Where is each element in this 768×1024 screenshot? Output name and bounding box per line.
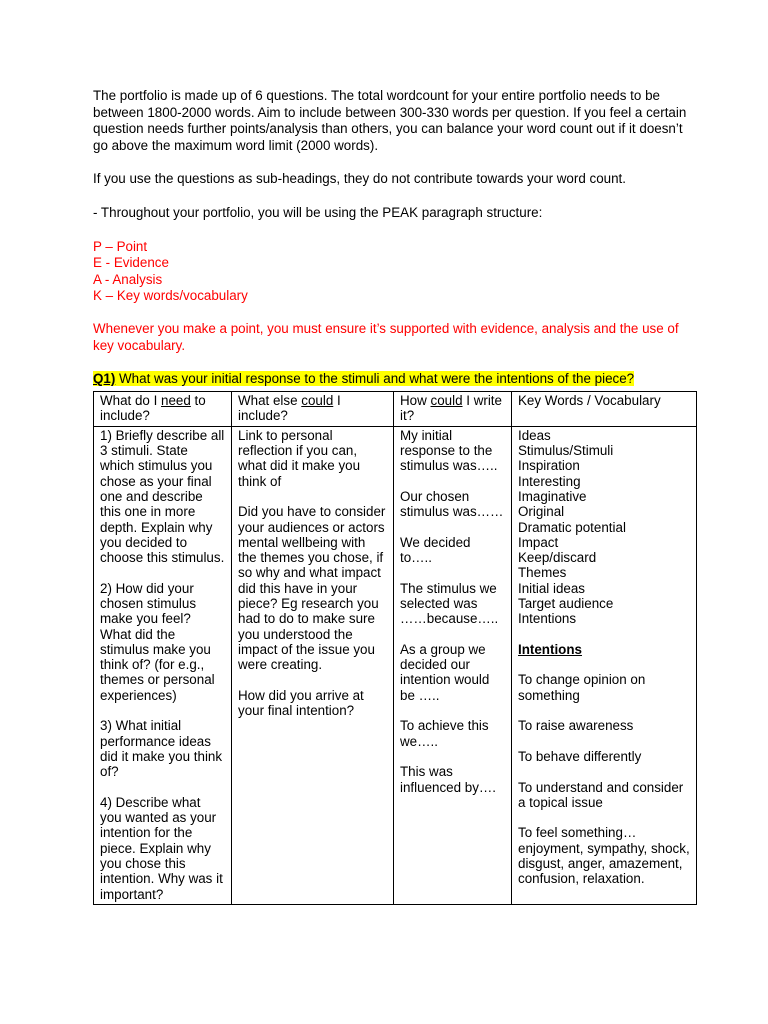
- sentence-starter: This was influenced by….: [400, 764, 497, 795]
- intention-item: To feel something… enjoyment, sympathy, shock, disgust, anger, amazement, confusion, relaxation.: [518, 825, 690, 887]
- need-to-include-cell: [94, 426, 232, 904]
- header-could-include: What else could I include?: [232, 392, 394, 427]
- sentence-starter: Our chosen stimulus was……: [400, 488, 504, 520]
- question-text: What was your initial response to the stimuli and what were the intentions of the piece?: [115, 371, 635, 387]
- sentence-starter: The stimulus we selected was ……because…..: [400, 580, 499, 627]
- intention-item: To understand and consider a topical issue: [518, 779, 684, 810]
- question-heading: [93, 371, 697, 387]
- table-row: [94, 426, 697, 904]
- peak-item-evidence: E - Evidence: [93, 255, 169, 271]
- document-page: [93, 88, 697, 905]
- sentence-starter: To achieve this we…..: [400, 718, 489, 749]
- could-item: Did you have to consider your audiences or actors mental wellbeing with the themes you chose, if so why and what impact did this have in your piece? Eg research you had to do to make sure you understood the impact of the issue you were creating.: [238, 504, 386, 673]
- key-word: Impact: [518, 534, 559, 550]
- key-word: Stimulus/Stimuli: [518, 443, 614, 459]
- question-number: Q1): [93, 371, 116, 387]
- could-item: Link to personal reflection if you can, what did it make you think of: [238, 427, 361, 489]
- header-how-write: How could I write it?: [394, 392, 512, 427]
- sentence-starter: My initial response to the stimulus was…..: [400, 427, 498, 474]
- intention-item: To raise awareness: [518, 718, 634, 734]
- key-word: Original: [518, 504, 565, 520]
- key-word: Target audience: [518, 595, 614, 611]
- intentions-heading: Intentions: [518, 641, 582, 657]
- table-header-row: [94, 392, 697, 427]
- header-need-to-include: What do I need to include?: [94, 392, 232, 427]
- key-word: Dramatic potential: [518, 519, 626, 535]
- need-item: 2) How did your chosen stimulus make you feel? What did the stimulus make you think of? (for e.g., themes or personal experiences): [100, 580, 215, 703]
- evidence-warning: Whenever you make a point, you must ensure it’s supported with evidence, analysis and the use of key vocabulary.: [93, 320, 679, 353]
- peak-list: [93, 239, 697, 305]
- key-word: Themes: [518, 565, 567, 581]
- intro-paragraph-wordcount: The portfolio is made up of 6 questions. The total wordcount for your entire portfolio needs to be between 1800-2000 words. Aim to include between 300-330 words per question. If you feel a certain question needs further points/analysis than others, you can balance your word count out if it doesn’t go above the maximum word limit (2000 words).: [93, 88, 687, 153]
- intro-paragraph-subheadings: If you use the questions as sub-headings, they do not contribute towards your word count.: [93, 171, 626, 187]
- key-word: Keep/discard: [518, 550, 597, 566]
- peak-item-analysis: A - Analysis: [93, 271, 163, 287]
- key-word: Interesting: [518, 473, 581, 489]
- how-write-cell: [394, 426, 512, 904]
- intention-item: To behave differently: [518, 748, 642, 764]
- could-item: How did you arrive at your final intention?: [238, 687, 364, 719]
- need-item: 4) Describe what you wanted as your intention for the piece. Explain why you chose this intention. Why was it important?: [100, 794, 223, 902]
- sentence-starter: As a group we decided our intention would be …..: [400, 641, 490, 703]
- header-key-words: Key Words / Vocabulary: [512, 392, 697, 427]
- need-item: 1) Briefly describe all 3 stimuli. State which stimulus you chose as your final one and describe this one in more depth. Explain why you decided to choose this stimulus.: [100, 427, 225, 566]
- key-word: Imaginative: [518, 488, 587, 504]
- peak-item-point: P – Point: [93, 238, 148, 254]
- key-word: Initial ideas: [518, 580, 585, 596]
- intention-item: To change opinion on something: [518, 672, 646, 703]
- need-item: 3) What initial performance ideas did it make you think of?: [100, 718, 223, 780]
- key-word: Intentions: [518, 611, 577, 627]
- key-word: Inspiration: [518, 458, 580, 474]
- intro-paragraph-peak: - Throughout your portfolio, you will be using the PEAK paragraph structure:: [93, 204, 543, 220]
- peak-item-keywords: K – Key words/vocabulary: [93, 288, 248, 304]
- sentence-starter: We decided to…..: [400, 534, 471, 566]
- guidance-table: [93, 391, 697, 905]
- key-word: Ideas: [518, 427, 551, 443]
- could-include-cell: [232, 426, 394, 904]
- key-words-cell: [512, 426, 697, 904]
